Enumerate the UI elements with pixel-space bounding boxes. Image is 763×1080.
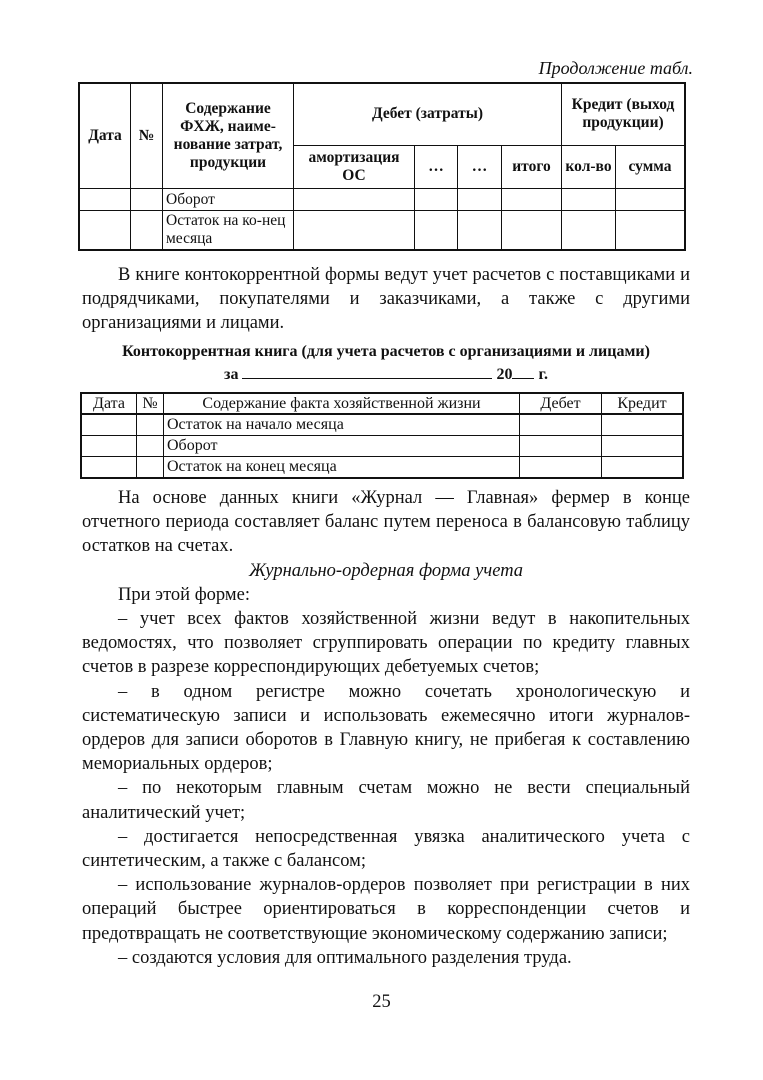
list-item: – создаются условия для оптимального разделения труда. [118,947,572,968]
col-dots-2: … [458,145,502,188]
page-number: 25 [372,992,391,1012]
period-suffix: г. [538,366,548,383]
list-item: – по некоторым главным счетам можно не вести специальный аналитический учет; [82,778,690,823]
row-label: Оборот [163,189,294,211]
col-sum: сумма [616,145,686,188]
col-debit: Дебет [520,393,602,414]
table-row [81,457,683,479]
list-item: – учет всех фактов хозяйственной жизни ведут в накопительных ведомостях, что позволяет сгруппировать операции по кредиту главных счетов в разрезе корреспондирующих дебетуемых счетов; [82,609,690,678]
cost-table [78,82,686,251]
col-credit: Кредит (выход продукции) [562,83,686,145]
table2-period [82,366,690,384]
row-label: Оборот [164,436,520,457]
col-date: Дата [81,393,137,414]
table-row [79,211,685,251]
paragraph-text: На основе данных книги «Журнал — Главная» фермер в конце отчетного периода составляет баланс путем переноса в балансовую таблицу остатков на счетах. [82,488,690,557]
year-blank [512,378,534,379]
table-row [81,414,683,436]
table-row [79,189,685,211]
col-content: Содержание ФХЖ, наиме-нование затрат, продукции [163,83,294,189]
table-caption: Продолжение табл. [538,58,693,78]
period-blank [242,378,492,379]
intro-text: При этой форме: [118,584,250,605]
list-item: – использование журналов-ордеров позволяет при регистрации в них операций быстрее ориентироваться в корреспонденции счетов и предотвращать не соответствующие экономическому содержанию записи; [82,875,690,944]
period-year: 20 [496,366,513,383]
list-item: – достигается непосредственная увязка аналитического учета с синтетическим, а также с балансом; [82,826,690,872]
col-amort: амортизация ОС [294,145,415,188]
col-dots-1: … [415,145,458,188]
col-qty: кол-во [562,145,616,188]
paragraph [82,263,690,336]
col-num: № [137,393,164,414]
list-item: – в одном регистре можно сочетать хронологическую и систематическую записи и использовать ежемесячно итоги журналов-ордеров для записи оборотов в Главную книгу, не прибегая к составлению мемориальных ордеров; [82,681,690,775]
col-date: Дата [79,83,131,189]
table-row [81,436,683,457]
col-credit: Кредит [602,393,684,414]
paragraph-text: В книге контокоррентной формы ведут учет расчетов с поставщиками и подрядчиками, покупателями и заказчиками, а также с другими организациями и лицами. [82,265,690,334]
period-prefix: за [224,366,239,383]
table2-title: Контокоррентная книга (для учета расчетов с организациями и лицами) [122,343,650,360]
col-total: итого [502,145,562,188]
body-text [82,486,690,970]
contocorrent-table [80,392,684,479]
col-num: № [131,83,163,189]
row-label: Остаток на ко-нец месяца [163,211,294,251]
section-heading: Журнально-ордерная форма учета [248,560,524,581]
row-label: Остаток на конец месяца [164,457,520,479]
col-content: Содержание факта хозяйственной жизни [164,393,520,414]
col-debit: Дебет (затраты) [294,83,562,145]
row-label: Остаток на начало месяца [164,414,520,436]
